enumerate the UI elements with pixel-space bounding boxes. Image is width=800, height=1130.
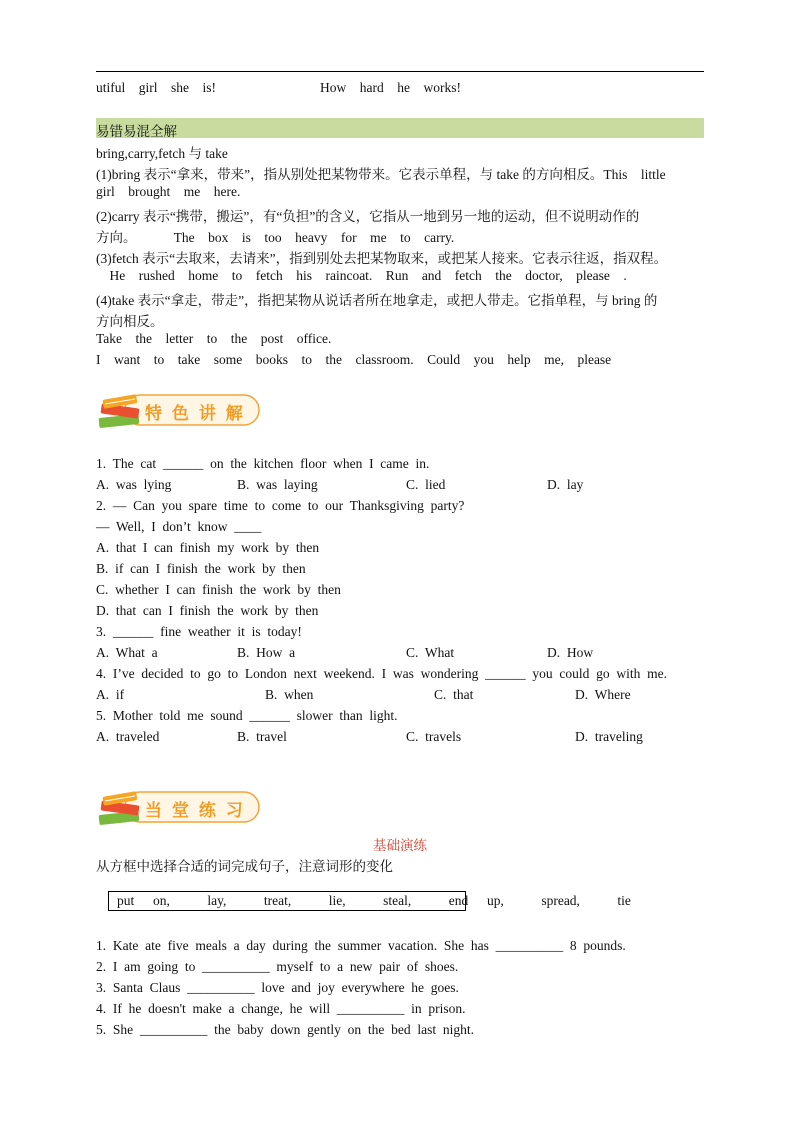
q3-option-d: D. How <box>547 645 594 660</box>
q1-option-d: D. lay <box>547 477 584 492</box>
section-topic: bring,carry,fetch 与 take <box>96 146 228 161</box>
section-title: 易错易混全解 <box>96 124 177 139</box>
p2-line2: 方向。 The box is too heavy for me to carry. <box>96 230 455 245</box>
banner-features <box>95 390 265 430</box>
banner-practice <box>95 787 265 827</box>
q2-option-b: B. if can I finish the work by then <box>96 561 306 576</box>
practice-subtitle: 基础演练 <box>373 838 427 853</box>
practice-item-4: 4. If he doesn't make a change, he will __________ in prison. <box>96 1001 466 1016</box>
example-1: Take the letter to the post office. <box>96 331 332 346</box>
q4-option-b: B. when <box>265 687 314 702</box>
top-right-sentence: How hard he works! <box>320 80 461 95</box>
practice-item-1: 1. Kate ate five meals a day during the summer vacation. She has __________ 8 pounds. <box>96 938 626 953</box>
top-rule <box>96 71 704 72</box>
q2-option-d: D. that can I finish the work by then <box>96 603 319 618</box>
q3-stem: 3. ______ fine weather it is today! <box>96 624 302 639</box>
q5-option-d: D. traveling <box>575 729 643 744</box>
q4-stem: 4. I’ve decided to go to London next weekend. I was wondering ______ you could go with me. <box>96 666 668 681</box>
q5-option-c: C. travels <box>406 729 462 744</box>
q1-stem: 1. The cat ______ on the kitchen floor when I came in. <box>96 456 430 471</box>
banner-practice-label: 当 堂 练 习 <box>145 801 245 821</box>
practice-instruction: 从方框中选择合适的词完成句子，注意词形的变化 <box>96 859 393 874</box>
word-box-text: put on, lay, treat, lie, steal, end up, spread, tie <box>117 893 631 908</box>
q2-option-c: C. whether I can finish the work by then <box>96 582 341 597</box>
practice-item-2: 2. I am going to __________ myself to a new pair of shoes. <box>96 959 459 974</box>
q3-option-b: B. How a <box>237 645 296 660</box>
p4-line2: 方向相反。 <box>96 314 164 329</box>
q1-option-c: C. lied <box>406 477 446 492</box>
p3-line2: He rushed home to fetch his raincoat. Run and fetch the doctor, please . <box>96 268 627 283</box>
q5-option-b: B. travel <box>237 729 287 744</box>
q4-option-d: D. Where <box>575 687 631 702</box>
section-highlight-bar <box>96 118 704 138</box>
p1-line1: (1)bring 表示“拿来，带来”，指从别处把某物带来。它表示单程，与 take 的方向相反。This little <box>96 167 666 182</box>
p1-line2: girl brought me here. <box>96 184 241 199</box>
q5-stem: 5. Mother told me sound ______ slower than light. <box>96 708 398 723</box>
q5-option-a: A. traveled <box>96 729 160 744</box>
practice-item-3: 3. Santa Claus __________ love and joy everywhere he goes. <box>96 980 459 995</box>
banner-features-label: 特 色 讲 解 <box>145 404 245 424</box>
top-left-fragment: utiful girl she is! <box>96 80 216 95</box>
q2-option-a: A. that I can finish my work by then <box>96 540 320 555</box>
q1-option-b: B. was laying <box>237 477 318 492</box>
p3-line1: (3)fetch 表示“去取来，去请来”，指到别处去把某物取来，或把某人接来。它表示往返，指双程。 <box>96 251 668 266</box>
q4-option-c: C. that <box>434 687 474 702</box>
example-2: I want to take some books to the classroom. Could you help me, please <box>96 352 612 367</box>
p4-line1: (4)take 表示“拿走，带走”，指把某物从说话者所在地拿走，或把人带走。它指单程，与 bring 的 <box>96 293 658 308</box>
q3-option-c: C. What <box>406 645 455 660</box>
q2-response: — Well, I don’t know ____ <box>96 519 262 534</box>
q4-option-a: A. if <box>96 687 125 702</box>
word-box <box>108 891 631 911</box>
p2-line1: (2)carry 表示“携带，搬运”，有“负担”的含义，它指从一地到另一地的运动，但不说明动作的 <box>96 209 640 224</box>
q2-stem: 2. — Can you spare time to come to our Thanksgiving party? <box>96 498 465 513</box>
practice-item-5: 5. She __________ the baby down gently on the bed last night. <box>96 1022 474 1037</box>
q3-option-a: A. What a <box>96 645 158 660</box>
q1-option-a: A. was lying <box>96 477 172 492</box>
